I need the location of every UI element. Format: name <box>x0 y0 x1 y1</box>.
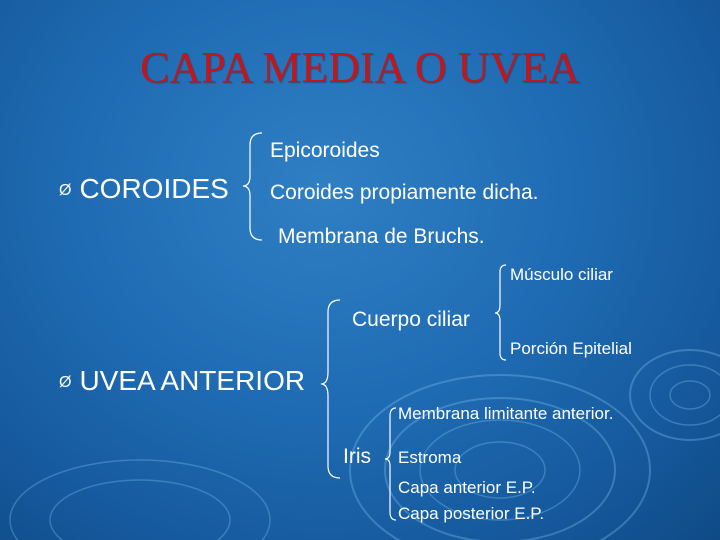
coroides-item-propiamente: Coroides propiamente dicha. <box>270 181 539 204</box>
arrow-bullet-icon: Ø <box>59 374 72 391</box>
iris-item-estroma: Estroma <box>398 448 462 467</box>
cuerpo-ciliar-item-musculo: Músculo ciliar <box>510 265 613 284</box>
cuerpo-ciliar-label: Cuerpo ciliar <box>352 308 470 331</box>
cuerpo-ciliar-brace <box>495 265 506 360</box>
iris-label: Iris <box>343 445 371 468</box>
coroides-item-bruchs: Membrana de Bruchs. <box>278 225 485 248</box>
coroides-brace <box>243 133 262 240</box>
uvea-anterior-label: UVEA ANTERIOR <box>79 365 306 396</box>
slide-title: CAPA MEDIA O UVEA <box>140 43 580 92</box>
iris-item-capa-anterior: Capa anterior E.P. <box>398 478 536 497</box>
iris-item-capa-posterior: Capa posterior E.P. <box>398 504 545 523</box>
coroides-label: COROIDES <box>79 173 229 204</box>
arrow-bullet-icon: Ø <box>59 182 72 199</box>
iris-brace <box>385 408 396 520</box>
cuerpo-ciliar-item-porcion: Porción Epitelial <box>510 339 632 358</box>
uvea-anterior-brace <box>321 300 340 478</box>
iris-item-membrana: Membrana limitante anterior. <box>398 404 614 423</box>
coroides-item-epicoroides: Epicoroides <box>270 139 380 162</box>
